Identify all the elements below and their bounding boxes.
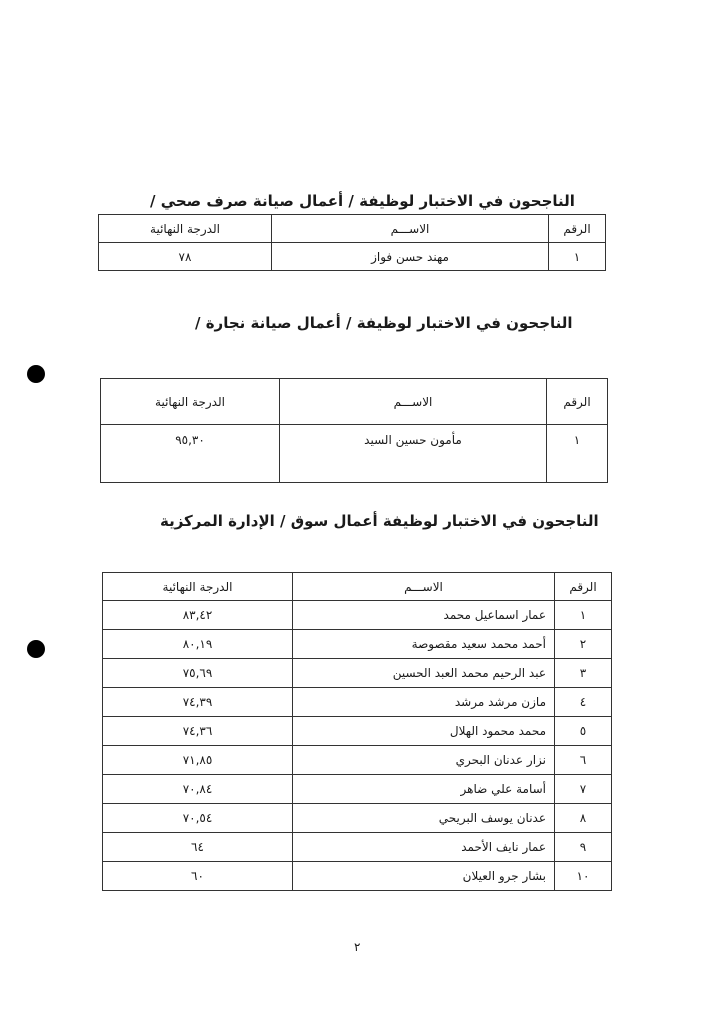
row-name: بشار جرو العيلان	[293, 862, 555, 891]
header-number: الرقم	[549, 215, 606, 243]
row-score: ٨٠,١٩	[103, 630, 293, 659]
row-name: عدنان يوسف البريحي	[293, 804, 555, 833]
table-row	[103, 688, 612, 717]
table-row	[103, 746, 612, 775]
bullet-mark	[27, 365, 45, 383]
row-name: محمد محمود الهلال	[293, 717, 555, 746]
section-2-table	[100, 378, 608, 483]
header-number: الرقم	[547, 379, 608, 425]
table-row	[103, 833, 612, 862]
row-name: عمار نايف الأحمد	[293, 833, 555, 862]
row-number: ٨	[555, 804, 612, 833]
row-number: ٥	[555, 717, 612, 746]
row-name: أحمد محمد سعيد مقصوصة	[293, 630, 555, 659]
row-name: أسامة علي ضاهر	[293, 775, 555, 804]
row-name: مأمون حسين السيد	[280, 425, 547, 483]
table-row	[103, 659, 612, 688]
header-name: الاســـم	[293, 573, 555, 601]
page-number: ٢	[354, 940, 361, 954]
row-number: ١	[549, 243, 606, 271]
row-name: مهند حسن فواز	[272, 243, 549, 271]
row-number: ٩	[555, 833, 612, 862]
row-name: مازن مرشد مرشد	[293, 688, 555, 717]
section-3-title: الناجحون في الاختبار لوظيفة أعمال سوق / الإدارة المركزية	[160, 512, 599, 530]
header-number: الرقم	[555, 573, 612, 601]
row-score: ٧٤,٣٦	[103, 717, 293, 746]
row-number: ٤	[555, 688, 612, 717]
row-score: ٨٣,٤٢	[103, 601, 293, 630]
row-number: ٢	[555, 630, 612, 659]
section-2-title: الناجحون في الاختبار لوظيفة / أعمال صيانة نجارة /	[195, 314, 573, 332]
row-score: ٧٥,٦٩	[103, 659, 293, 688]
section-1-title: الناجحون في الاختبار لوظيفة / أعمال صيانة صرف صحي /	[150, 192, 575, 210]
table-row	[103, 775, 612, 804]
row-score: ٧٠,٨٤	[103, 775, 293, 804]
section-1-table	[98, 214, 606, 271]
table-row	[103, 630, 612, 659]
header-name: الاســـم	[272, 215, 549, 243]
section-3-table	[102, 572, 612, 891]
table-row	[103, 601, 612, 630]
table-row	[103, 717, 612, 746]
row-number: ٦	[555, 746, 612, 775]
row-number: ١	[555, 601, 612, 630]
row-name: نزار عدنان البحري	[293, 746, 555, 775]
row-score: ٧٤,٣٩	[103, 688, 293, 717]
row-score: ٦٠	[103, 862, 293, 891]
row-score: ٧١,٨٥	[103, 746, 293, 775]
row-score: ٩٥,٣٠	[101, 425, 280, 483]
bullet-mark	[27, 640, 45, 658]
header-score: الدرجة النهائية	[101, 379, 280, 425]
row-name: عمار اسماعيل محمد	[293, 601, 555, 630]
table-row	[101, 425, 608, 483]
header-score: الدرجة النهائية	[99, 215, 272, 243]
row-score: ٧٠,٥٤	[103, 804, 293, 833]
table-row	[99, 243, 606, 271]
row-number: ١٠	[555, 862, 612, 891]
row-name: عبد الرحيم محمد العبد الحسين	[293, 659, 555, 688]
row-score: ٦٤	[103, 833, 293, 862]
header-name: الاســـم	[280, 379, 547, 425]
table-row	[103, 804, 612, 833]
table-row	[103, 862, 612, 891]
row-number: ٣	[555, 659, 612, 688]
row-score: ٧٨	[99, 243, 272, 271]
row-number: ٧	[555, 775, 612, 804]
row-number: ١	[547, 425, 608, 483]
header-score: الدرجة النهائية	[103, 573, 293, 601]
